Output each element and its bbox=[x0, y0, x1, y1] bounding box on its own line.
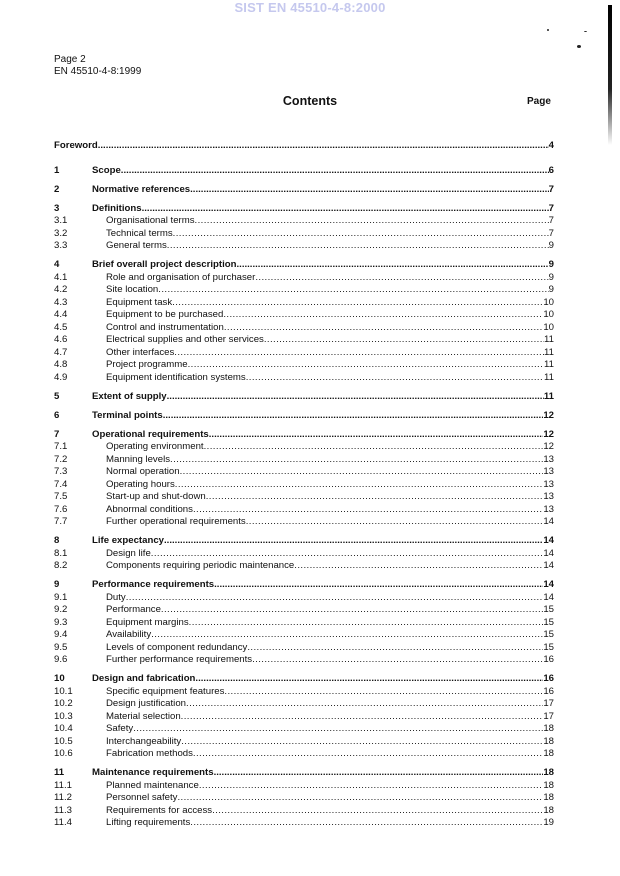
toc-number: 1 bbox=[54, 164, 60, 176]
toc-number: 2 bbox=[54, 183, 60, 195]
dot-leader bbox=[195, 215, 549, 228]
toc-title: Performance bbox=[106, 604, 161, 615]
toc-entry[interactable] bbox=[54, 259, 554, 272]
dot-leader bbox=[224, 686, 543, 699]
toc-number: 10.3 bbox=[54, 710, 73, 722]
dot-leader bbox=[170, 454, 543, 467]
toc-number: 8.2 bbox=[54, 560, 68, 571]
toc-number: 4.4 bbox=[54, 309, 68, 320]
page-title: Contents bbox=[282, 94, 338, 108]
toc-entry[interactable] bbox=[54, 686, 554, 699]
toc-entry[interactable] bbox=[54, 359, 554, 372]
toc-entry[interactable] bbox=[54, 391, 554, 404]
toc-title: Design justification bbox=[106, 698, 186, 709]
toc-number: 10.5 bbox=[54, 735, 73, 747]
toc-title: Components requiring periodic maintenance bbox=[106, 560, 295, 571]
scan-speck bbox=[577, 45, 581, 48]
toc-page: 7 bbox=[548, 183, 554, 195]
page-column-label: Page bbox=[527, 96, 551, 107]
toc-title: Equipment task bbox=[106, 296, 173, 308]
toc-page: 18 bbox=[543, 779, 554, 791]
toc-title: Operational requirements bbox=[92, 428, 209, 440]
toc-page: 16 bbox=[543, 654, 554, 665]
toc-entry[interactable] bbox=[54, 297, 554, 310]
toc-title: Definitions bbox=[92, 202, 142, 214]
toc-title: Start-up and shut-down bbox=[106, 491, 206, 502]
dot-leader bbox=[151, 629, 543, 642]
toc-title: Design and fabrication bbox=[92, 673, 196, 684]
toc-title: Technical terms bbox=[106, 227, 173, 239]
toc-number: 7.4 bbox=[54, 478, 68, 490]
dot-leader bbox=[181, 711, 544, 724]
toc-entry[interactable] bbox=[54, 334, 554, 347]
toc-entry[interactable] bbox=[54, 792, 554, 805]
toc-entry[interactable] bbox=[54, 184, 554, 197]
toc-title: Availability bbox=[106, 629, 152, 640]
toc-number: 5 bbox=[54, 390, 60, 402]
toc-title: Planned maintenance bbox=[106, 779, 199, 791]
toc-title: Lifting requirements bbox=[106, 817, 191, 828]
watermark: SIST EN 45510-4-8:2000 bbox=[234, 0, 386, 15]
toc-title: Material selection bbox=[106, 710, 181, 722]
toc-number: 9.2 bbox=[54, 604, 68, 615]
toc-title: Normative references bbox=[92, 183, 191, 195]
dot-leader bbox=[190, 817, 543, 830]
toc-entry[interactable] bbox=[54, 228, 554, 241]
toc-entry[interactable] bbox=[54, 466, 554, 479]
dot-leader bbox=[163, 410, 544, 423]
dot-leader bbox=[199, 780, 544, 793]
toc-page: 13 bbox=[543, 466, 554, 477]
toc-entry[interactable] bbox=[54, 748, 554, 761]
toc-page: 15 bbox=[543, 629, 554, 640]
toc-title: Scope bbox=[92, 164, 121, 176]
toc-title: General terms bbox=[106, 240, 167, 251]
toc-page: 18 bbox=[543, 767, 554, 778]
toc-number: 8.1 bbox=[54, 547, 68, 559]
toc-entry[interactable] bbox=[54, 767, 554, 780]
dot-leader bbox=[161, 604, 543, 617]
toc-title: Operating environment bbox=[106, 441, 204, 452]
dot-leader bbox=[142, 203, 549, 216]
toc-page: 17 bbox=[543, 710, 554, 722]
toc-entry[interactable] bbox=[54, 347, 554, 360]
toc-page: 10 bbox=[543, 309, 554, 320]
toc-page: 15 bbox=[543, 604, 554, 615]
toc-entry[interactable] bbox=[54, 516, 554, 529]
toc-title: Normal operation bbox=[106, 466, 180, 477]
toc-entry[interactable] bbox=[54, 592, 554, 605]
dot-leader bbox=[223, 309, 543, 322]
toc-number: 4.9 bbox=[54, 371, 68, 383]
dot-leader bbox=[174, 347, 544, 360]
toc-number: 7.5 bbox=[54, 491, 68, 502]
dot-leader bbox=[133, 723, 543, 736]
toc-title: Extent of supply bbox=[92, 390, 167, 402]
dot-leader bbox=[246, 372, 544, 385]
toc-entry[interactable] bbox=[54, 723, 554, 736]
toc-number: 9.4 bbox=[54, 629, 68, 640]
toc-title: Duty bbox=[106, 591, 126, 603]
toc-number: 10.2 bbox=[54, 698, 73, 709]
toc-title: Levels of component redundancy bbox=[106, 641, 248, 653]
dot-leader bbox=[151, 548, 544, 561]
toc-number: 9.1 bbox=[54, 591, 68, 603]
toc-title: Maintenance requirements bbox=[92, 767, 214, 778]
dot-leader bbox=[190, 184, 549, 197]
toc-page: 12 bbox=[543, 409, 554, 421]
toc-page: 13 bbox=[543, 478, 554, 490]
toc-number: 4.6 bbox=[54, 334, 68, 345]
toc-page: 9 bbox=[548, 271, 554, 283]
toc-title: Performance requirements bbox=[92, 579, 215, 590]
toc-entry[interactable] bbox=[54, 579, 554, 592]
toc-title: Operating hours bbox=[106, 478, 175, 490]
toc-title: Equipment margins bbox=[106, 616, 189, 628]
dot-leader bbox=[193, 504, 543, 517]
dot-leader bbox=[164, 535, 543, 548]
toc-entry[interactable] bbox=[54, 309, 554, 322]
toc-number: 7.3 bbox=[54, 466, 68, 477]
dot-leader bbox=[186, 698, 543, 711]
toc-page: 14 bbox=[543, 535, 554, 546]
toc-page: 15 bbox=[543, 616, 554, 628]
toc-number: 9 bbox=[54, 579, 60, 590]
toc-entry[interactable] bbox=[54, 272, 554, 285]
dot-leader bbox=[247, 642, 543, 655]
toc-number: 10.1 bbox=[54, 685, 73, 697]
dot-leader bbox=[246, 516, 544, 529]
toc-page: 16 bbox=[543, 685, 554, 697]
toc-entry[interactable] bbox=[54, 372, 554, 385]
toc-page: 11 bbox=[544, 359, 554, 370]
toc-number: 3.2 bbox=[54, 227, 68, 239]
toc-number: 4.3 bbox=[54, 296, 68, 308]
toc-number: 11.1 bbox=[54, 779, 72, 791]
dot-leader bbox=[264, 334, 544, 347]
toc-page: 10 bbox=[543, 321, 554, 333]
toc-page: 14 bbox=[543, 516, 554, 527]
toc-entry[interactable] bbox=[54, 698, 554, 711]
toc-page: 11 bbox=[544, 346, 554, 358]
toc-title: Organisational terms bbox=[106, 215, 195, 226]
toc-entry[interactable] bbox=[54, 617, 554, 630]
toc-number: 7.7 bbox=[54, 516, 68, 527]
toc-page: 4 bbox=[548, 140, 554, 151]
dot-leader bbox=[212, 805, 543, 818]
toc-number: 4.8 bbox=[54, 359, 68, 370]
toc-page: 7 bbox=[548, 227, 554, 239]
toc-title: Interchangeability bbox=[106, 735, 182, 747]
toc-title: Equipment identification systems bbox=[106, 371, 246, 383]
toc-title: Project programme bbox=[106, 359, 188, 370]
dot-leader bbox=[173, 228, 549, 241]
dot-leader bbox=[177, 792, 543, 805]
toc-title: Further performance requirements bbox=[106, 654, 253, 665]
toc-number: 7.1 bbox=[54, 441, 68, 452]
toc-page: 9 bbox=[548, 284, 554, 295]
toc-title: Foreword bbox=[54, 140, 98, 151]
toc-entry[interactable] bbox=[54, 711, 554, 724]
toc-page: 19 bbox=[543, 817, 554, 828]
toc-title: Design life bbox=[106, 547, 151, 559]
toc-entry[interactable] bbox=[54, 203, 554, 216]
toc-number: 11 bbox=[54, 767, 65, 778]
dot-leader bbox=[172, 297, 543, 310]
toc-number: 4.1 bbox=[54, 271, 68, 283]
toc-page: 14 bbox=[543, 591, 554, 603]
dot-leader bbox=[204, 441, 544, 454]
toc-title: Further operational requirements bbox=[106, 516, 246, 527]
toc-number: 10.4 bbox=[54, 723, 73, 734]
toc-number: 7.6 bbox=[54, 503, 68, 515]
toc-number: 8 bbox=[54, 535, 60, 546]
dot-leader bbox=[214, 767, 544, 780]
dot-leader bbox=[167, 391, 544, 404]
dot-leader bbox=[236, 259, 548, 272]
toc-number: 7 bbox=[54, 428, 60, 440]
scan-edge bbox=[608, 5, 612, 145]
dot-leader bbox=[121, 165, 549, 178]
standard-id: EN 45510-4-8:1999 bbox=[54, 66, 142, 77]
toc-entry[interactable] bbox=[54, 441, 554, 454]
toc-number: 6 bbox=[54, 409, 60, 421]
toc-page: 14 bbox=[543, 579, 554, 590]
dot-leader bbox=[181, 736, 543, 749]
toc-number: 4 bbox=[54, 259, 60, 270]
toc-title: Equipment to be purchased bbox=[106, 309, 224, 320]
toc-entry[interactable] bbox=[54, 642, 554, 655]
dot-leader bbox=[126, 592, 544, 605]
toc-number: 4.5 bbox=[54, 321, 68, 333]
toc-title: Specific equipment features bbox=[106, 685, 225, 697]
toc-entry[interactable] bbox=[54, 215, 554, 228]
toc-title: Control and instrumentation bbox=[106, 321, 224, 333]
toc-page: 18 bbox=[543, 723, 554, 734]
toc-number: 10 bbox=[54, 673, 65, 684]
toc-entry[interactable] bbox=[54, 140, 554, 153]
scan-speck bbox=[584, 31, 587, 32]
dot-leader bbox=[175, 479, 544, 492]
toc-number: 4.7 bbox=[54, 346, 68, 358]
toc-entry[interactable] bbox=[54, 673, 554, 686]
toc-entry[interactable] bbox=[54, 817, 554, 830]
dot-leader bbox=[209, 429, 544, 442]
toc-page: 14 bbox=[543, 560, 554, 571]
toc-page: 14 bbox=[543, 547, 554, 559]
dot-leader bbox=[188, 359, 544, 372]
table-of-contents bbox=[54, 140, 554, 830]
toc-title: Safety bbox=[106, 723, 134, 734]
toc-page: 17 bbox=[543, 698, 554, 709]
toc-entry[interactable] bbox=[54, 454, 554, 467]
toc-title: Terminal points bbox=[92, 409, 163, 421]
toc-entry[interactable] bbox=[54, 560, 554, 573]
toc-page: 12 bbox=[543, 428, 554, 440]
toc-number: 4.2 bbox=[54, 284, 68, 295]
dot-leader bbox=[98, 140, 549, 153]
toc-entry[interactable] bbox=[54, 491, 554, 504]
dot-leader bbox=[180, 466, 544, 479]
toc-title: Manning levels bbox=[106, 453, 170, 465]
toc-title: Abnormal conditions bbox=[106, 503, 193, 515]
dot-leader bbox=[189, 617, 544, 630]
toc-entry[interactable] bbox=[54, 240, 554, 253]
dot-leader bbox=[206, 491, 544, 504]
toc-number: 9.6 bbox=[54, 654, 68, 665]
toc-entry[interactable] bbox=[54, 548, 554, 561]
toc-page: 12 bbox=[543, 441, 554, 452]
toc-page: 10 bbox=[543, 296, 554, 308]
dot-leader bbox=[252, 654, 543, 667]
toc-page: 15 bbox=[543, 641, 554, 653]
toc-title: Requirements for access bbox=[106, 804, 213, 816]
toc-page: 9 bbox=[548, 259, 554, 270]
toc-page: 13 bbox=[543, 503, 554, 515]
dot-leader bbox=[193, 748, 543, 761]
toc-page: 18 bbox=[543, 792, 554, 803]
toc-number: 3.3 bbox=[54, 240, 68, 251]
toc-entry[interactable] bbox=[54, 805, 554, 818]
toc-title: Life expectancy bbox=[92, 535, 164, 546]
toc-entry[interactable] bbox=[54, 736, 554, 749]
toc-number: 3.1 bbox=[54, 215, 68, 226]
toc-title: Brief overall project description bbox=[92, 259, 237, 270]
dot-leader bbox=[158, 284, 548, 297]
toc-entry[interactable] bbox=[54, 410, 554, 423]
dot-leader bbox=[195, 673, 543, 686]
toc-entry[interactable] bbox=[54, 654, 554, 667]
toc-entry[interactable] bbox=[54, 284, 554, 297]
toc-page: 13 bbox=[543, 491, 554, 502]
toc-entry[interactable] bbox=[54, 604, 554, 617]
toc-number: 3 bbox=[54, 202, 60, 214]
toc-page: 6 bbox=[548, 164, 554, 176]
toc-entry[interactable] bbox=[54, 165, 554, 178]
toc-entry[interactable] bbox=[54, 629, 554, 642]
toc-entry[interactable] bbox=[54, 535, 554, 548]
toc-page: 7 bbox=[548, 215, 554, 226]
toc-number: 11.2 bbox=[54, 792, 72, 803]
toc-page: 9 bbox=[548, 240, 554, 251]
toc-entry[interactable] bbox=[54, 322, 554, 335]
toc-page: 18 bbox=[543, 735, 554, 747]
page-number: Page 2 bbox=[54, 54, 86, 65]
toc-entry[interactable] bbox=[54, 429, 554, 442]
dot-leader bbox=[224, 322, 543, 335]
toc-entry[interactable] bbox=[54, 479, 554, 492]
scan-speck bbox=[547, 29, 549, 31]
toc-page: 18 bbox=[543, 804, 554, 816]
toc-title: Fabrication methods bbox=[106, 748, 193, 759]
toc-entry[interactable] bbox=[54, 504, 554, 517]
toc-page: 7 bbox=[548, 202, 554, 214]
toc-title: Electrical supplies and other services bbox=[106, 334, 264, 345]
dot-leader bbox=[255, 272, 548, 285]
toc-title: Role and organisation of purchaser bbox=[106, 271, 256, 283]
toc-page: 11 bbox=[543, 390, 554, 402]
toc-page: 13 bbox=[543, 453, 554, 465]
toc-title: Site location bbox=[106, 284, 159, 295]
toc-entry[interactable] bbox=[54, 780, 554, 793]
toc-page: 16 bbox=[543, 673, 554, 684]
toc-number: 7.2 bbox=[54, 453, 68, 465]
toc-number: 10.6 bbox=[54, 748, 73, 759]
toc-number: 9.5 bbox=[54, 641, 68, 653]
toc-title: Other interfaces bbox=[106, 346, 175, 358]
toc-page: 11 bbox=[544, 334, 554, 345]
toc-number: 9.3 bbox=[54, 616, 68, 628]
toc-page: 18 bbox=[543, 748, 554, 759]
toc-page: 11 bbox=[544, 371, 554, 383]
toc-title: Personnel safety bbox=[106, 792, 178, 803]
toc-number: 11.3 bbox=[54, 804, 72, 816]
toc-number: 11.4 bbox=[54, 817, 72, 828]
dot-leader bbox=[167, 240, 549, 253]
dot-leader bbox=[294, 560, 543, 573]
dot-leader bbox=[214, 579, 543, 592]
